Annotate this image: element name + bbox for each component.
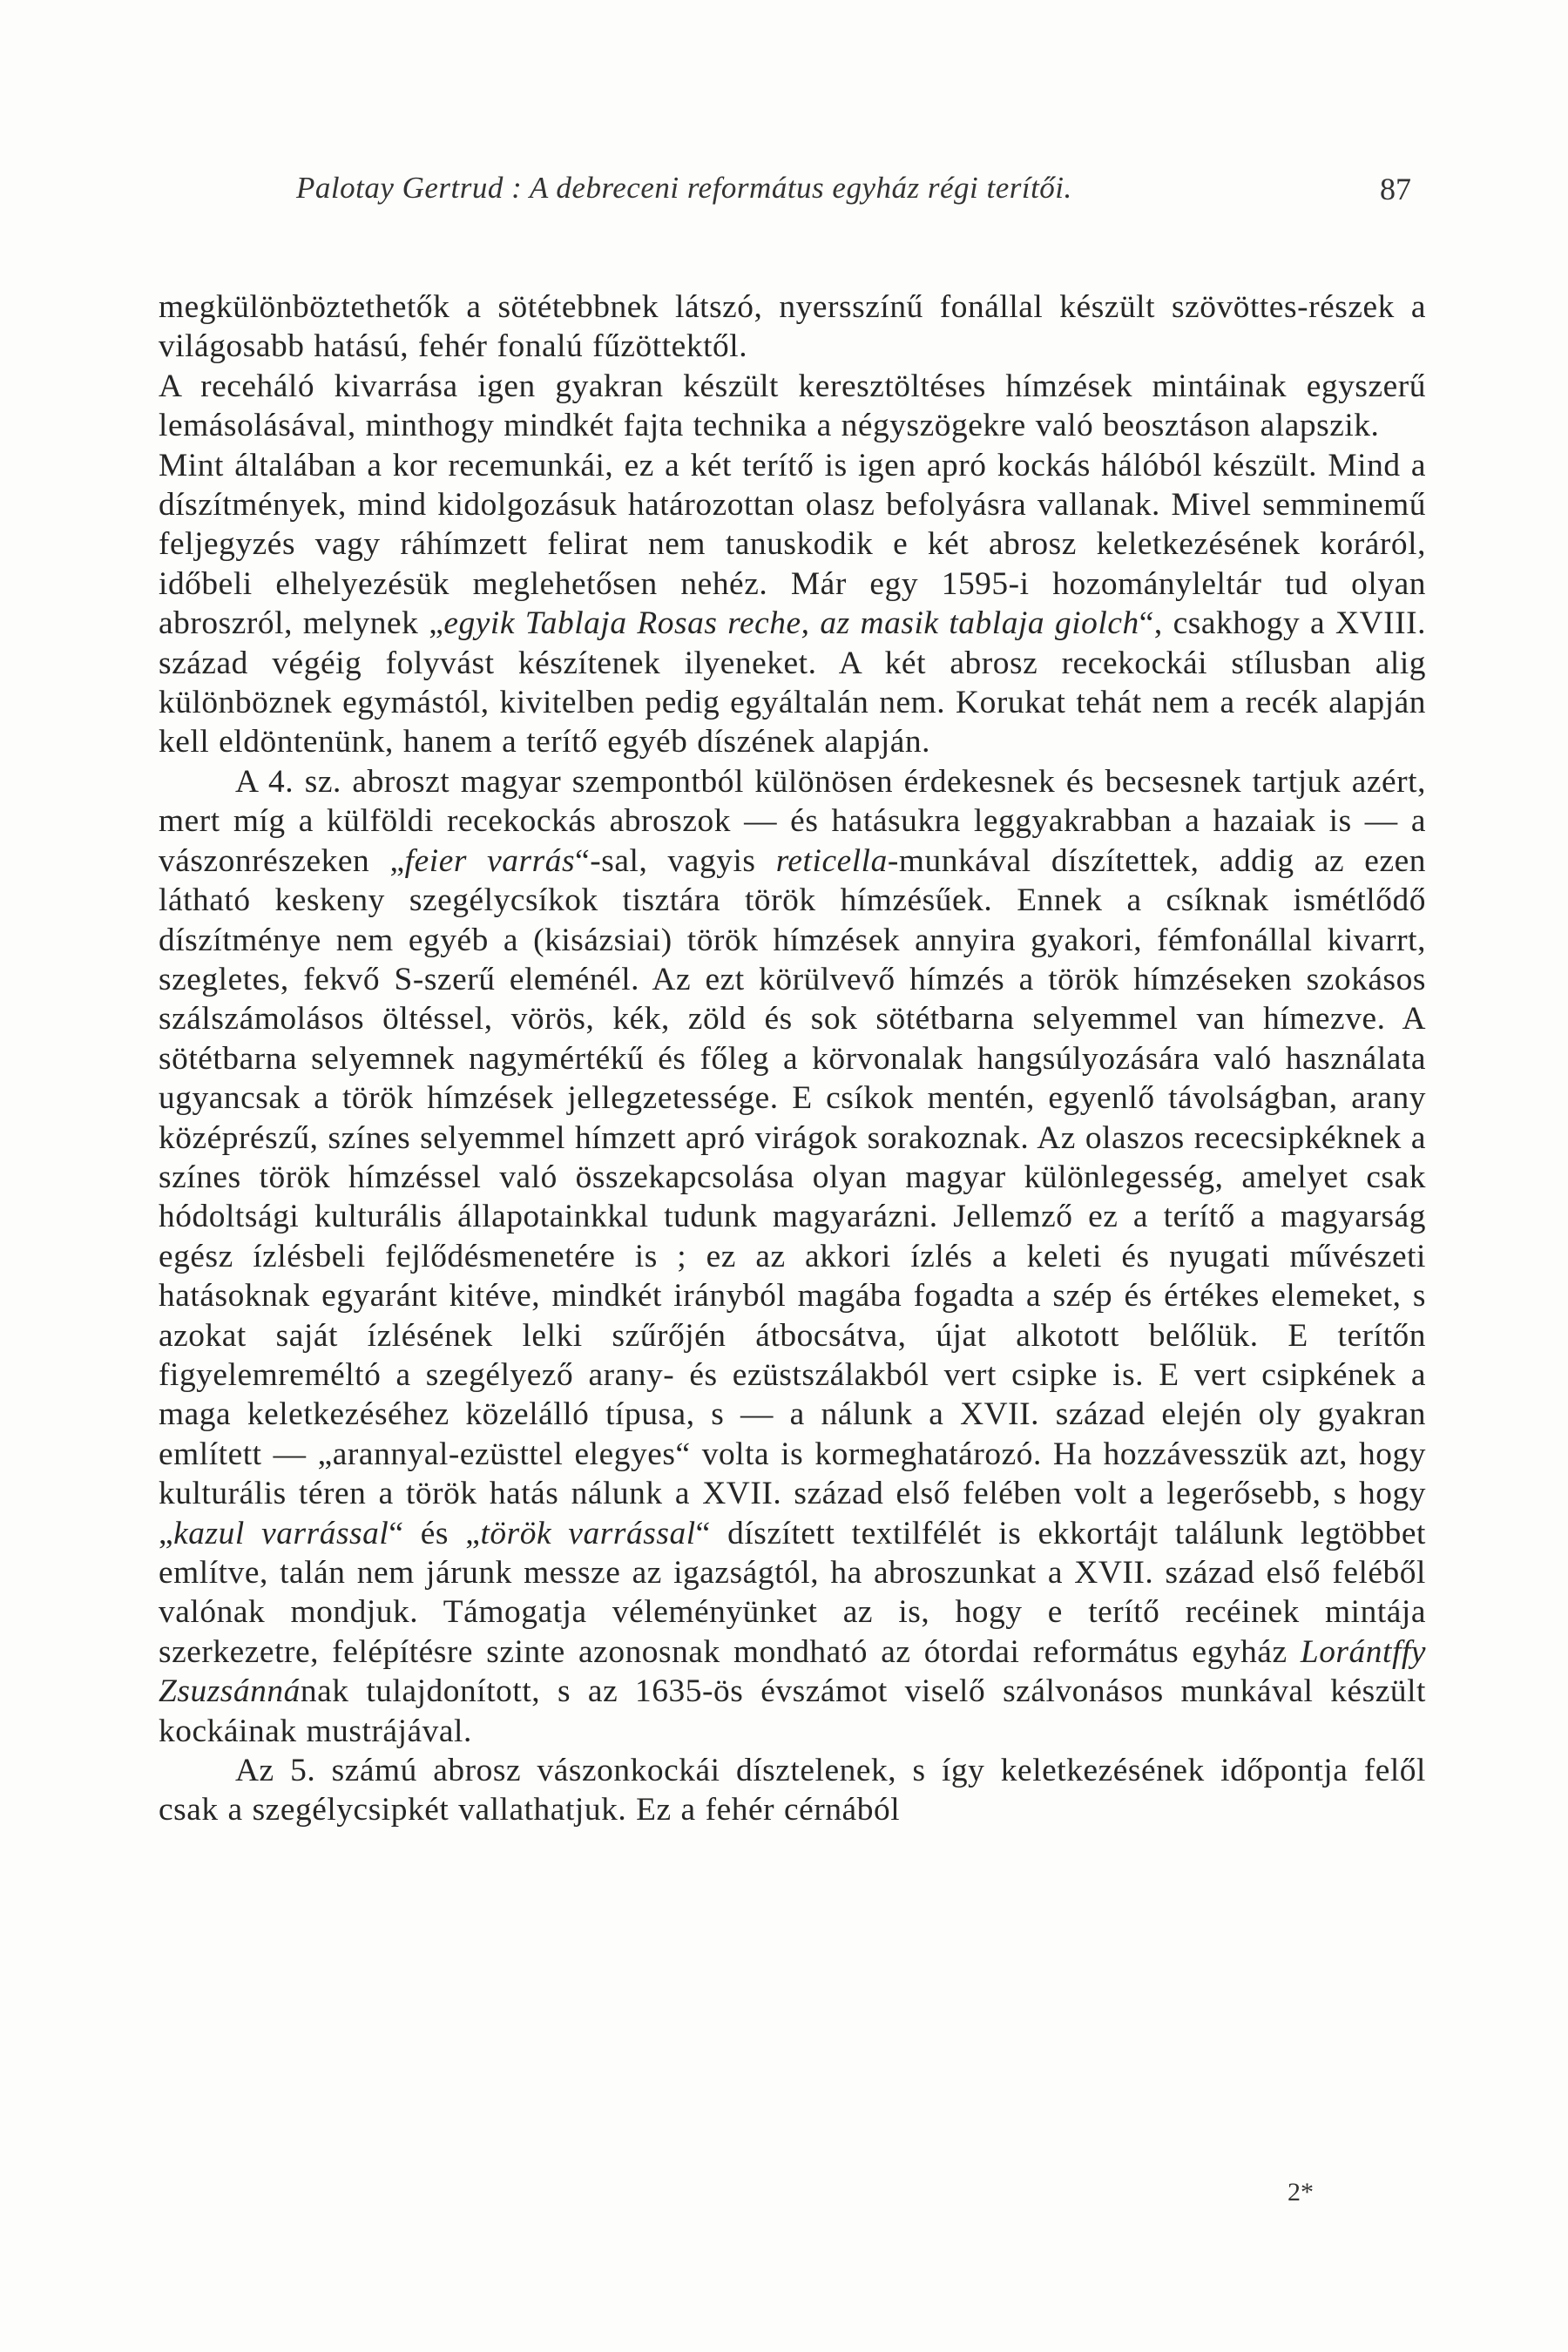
italic-text: kazul varrással xyxy=(173,1515,389,1551)
text-run: “-sal, vagyis xyxy=(575,842,776,879)
paragraph xyxy=(159,367,1426,446)
paragraph xyxy=(159,762,1426,1751)
text-run: “, csakhogy a XVIII. század végéig folyvást készítenek ilyeneket. A két abrosz recekockái stílusban alig különböznek egymástól, kivitelben pedig egyáltalán nem. Korukat tehát nem a recék alapján kell eldöntenünk, hanem a terítő egyéb díszének alapján. xyxy=(159,605,1426,760)
text-run: “ és „ xyxy=(389,1515,481,1551)
page-number: 87 xyxy=(1380,172,1411,206)
paragraph xyxy=(159,446,1426,762)
text-run: Mint általában a kor recemunkái, ez a két terítő is igen apró kockás hálóból készült. Mind a díszítmények, mind kidolgozásuk határozottan olasz befolyásra vallanak. Mivel semminemű feljegyzés vagy ráhímzett felirat nem tanuskodik e két abrosz keletkezésének koráról, időbeli elhelyezésük meglehetősen nehéz. Már egy 1595-i hozományleltár tud olyan abroszról, melynek „ xyxy=(159,447,1426,642)
italic-text: egyik Tablaja Rosas reche, az masik tablaja giolch xyxy=(443,605,1139,642)
signature-mark: 2* xyxy=(1288,2178,1314,2207)
text-run: A receháló kivarrása igen gyakran készült keresztöltéses hímzések mintáinak egyszerű lemásolásával, minthogy mindkét fajta technika a négyszögekre való beosztáson alapszik. xyxy=(159,368,1426,444)
italic-text: feier varrás xyxy=(404,842,576,879)
body-text xyxy=(159,287,1426,1830)
text-run: megkülönböztethetők a sötétebbnek látszó, nyersszínű fonállal készült szövöttes-részek a világosabb hatású, fehér fonalú fűzöttektől. xyxy=(159,289,1426,365)
text-run: nak tulajdonított, s az 1635-ös évszámot viselő szálvonásos munkával készült kockáinak mustrájával. xyxy=(159,1673,1426,1749)
italic-text: Lorántffy Zsuzsánná xyxy=(159,1633,1426,1710)
paragraph xyxy=(159,287,1426,367)
text-run: Az 5. számú abrosz vászonkockái dísztelenek, s így keletkezésének időpontja felől csak a szegélycsipkét vallathatjuk. Ez a fehér cérnából xyxy=(159,1753,1426,1828)
italic-text: reticella xyxy=(775,842,888,879)
text-run: A 4. sz. abroszt magyar szempontból különösen érdekesnek és becsesnek tartjuk azért, mert míg a külföldi recekockás abroszok — és hatásukra leggyakrabban a hazaiak is — a vászonrészeken „ xyxy=(159,763,1426,879)
running-head: Palotay Gertrud : A debreceni református egyház régi terítői. xyxy=(296,171,1072,205)
paragraph xyxy=(159,1751,1426,1830)
text-run: “ díszített textilfélét is ekkortájt találunk legtöbbet említve, talán nem járunk messze az igazságtól, ha abroszunkat a XVII. század első feléből valónak mondjuk. Támogatja véleményünket az is, hogy e terítő recéinek mintája szerkezetre, felépítésre szinte azonosnak mondható az ótordai református egyház xyxy=(159,1515,1426,1670)
text-run: -munkával díszítettek, addig az ezen látható keskeny szegélycsíkok tisztára török hímzésűek. Ennek a csíknak ismétlődő díszítménye nem egyéb a (kisázsiai) török hímzések annyira gyakori, fémfonállal kivarrt, szegletes, fekvő S-szerű eleménél. Az ezt körülvevő hímzés a török hímzéseken szokásos szálszámolásos öltéssel, vörös, kék, zöld és sok sötétbarna selyemmel van hímezve. A sötétbarna selyemnek nagymértékű és főleg a körvonalak hangsúlyozására való használata ugyancsak a török hímzések jellegzetessége. E csíkok mentén, egyenlő távolságban, arany középrészű, színes selyemmel hímzett apró virágok sorakoznak. Az olaszos rececsipkéknek a színes török hímzéssel való összekapcsolása olyan magyar különlegesség, amelyet csak hódoltsági kulturális állapotainkkal tudunk magyarázni. Jellemző ez a terítő a magyarság egész ízlésbeli fejlődésmenetére is ; ez az akkori ízlés a keleti és nyugati művészeti hatásoknak egyaránt kitéve, mindkét irányból magába fogadta a szép és értékes elemeket, s azokat saját ízlésének lelki szűrőjén átbocsátva, újat alkotott belőlük. E terítőn figyelemreméltó a szegélyező arany- és ezüstszálakból vert csipke is. E vert csipkének a maga keletkezéséhez közelálló típusa, s — a nálunk a XVII. század elején oly gyakran említett — „arannyal-ezüsttel elegyes“ volta is kormeghatározó. Ha hozzávesszük azt, hogy kulturális téren a török hatás nálunk a XVII. század első felében volt a legerősebb, s hogy „ xyxy=(159,842,1426,1551)
italic-text: török varrással xyxy=(480,1515,696,1551)
